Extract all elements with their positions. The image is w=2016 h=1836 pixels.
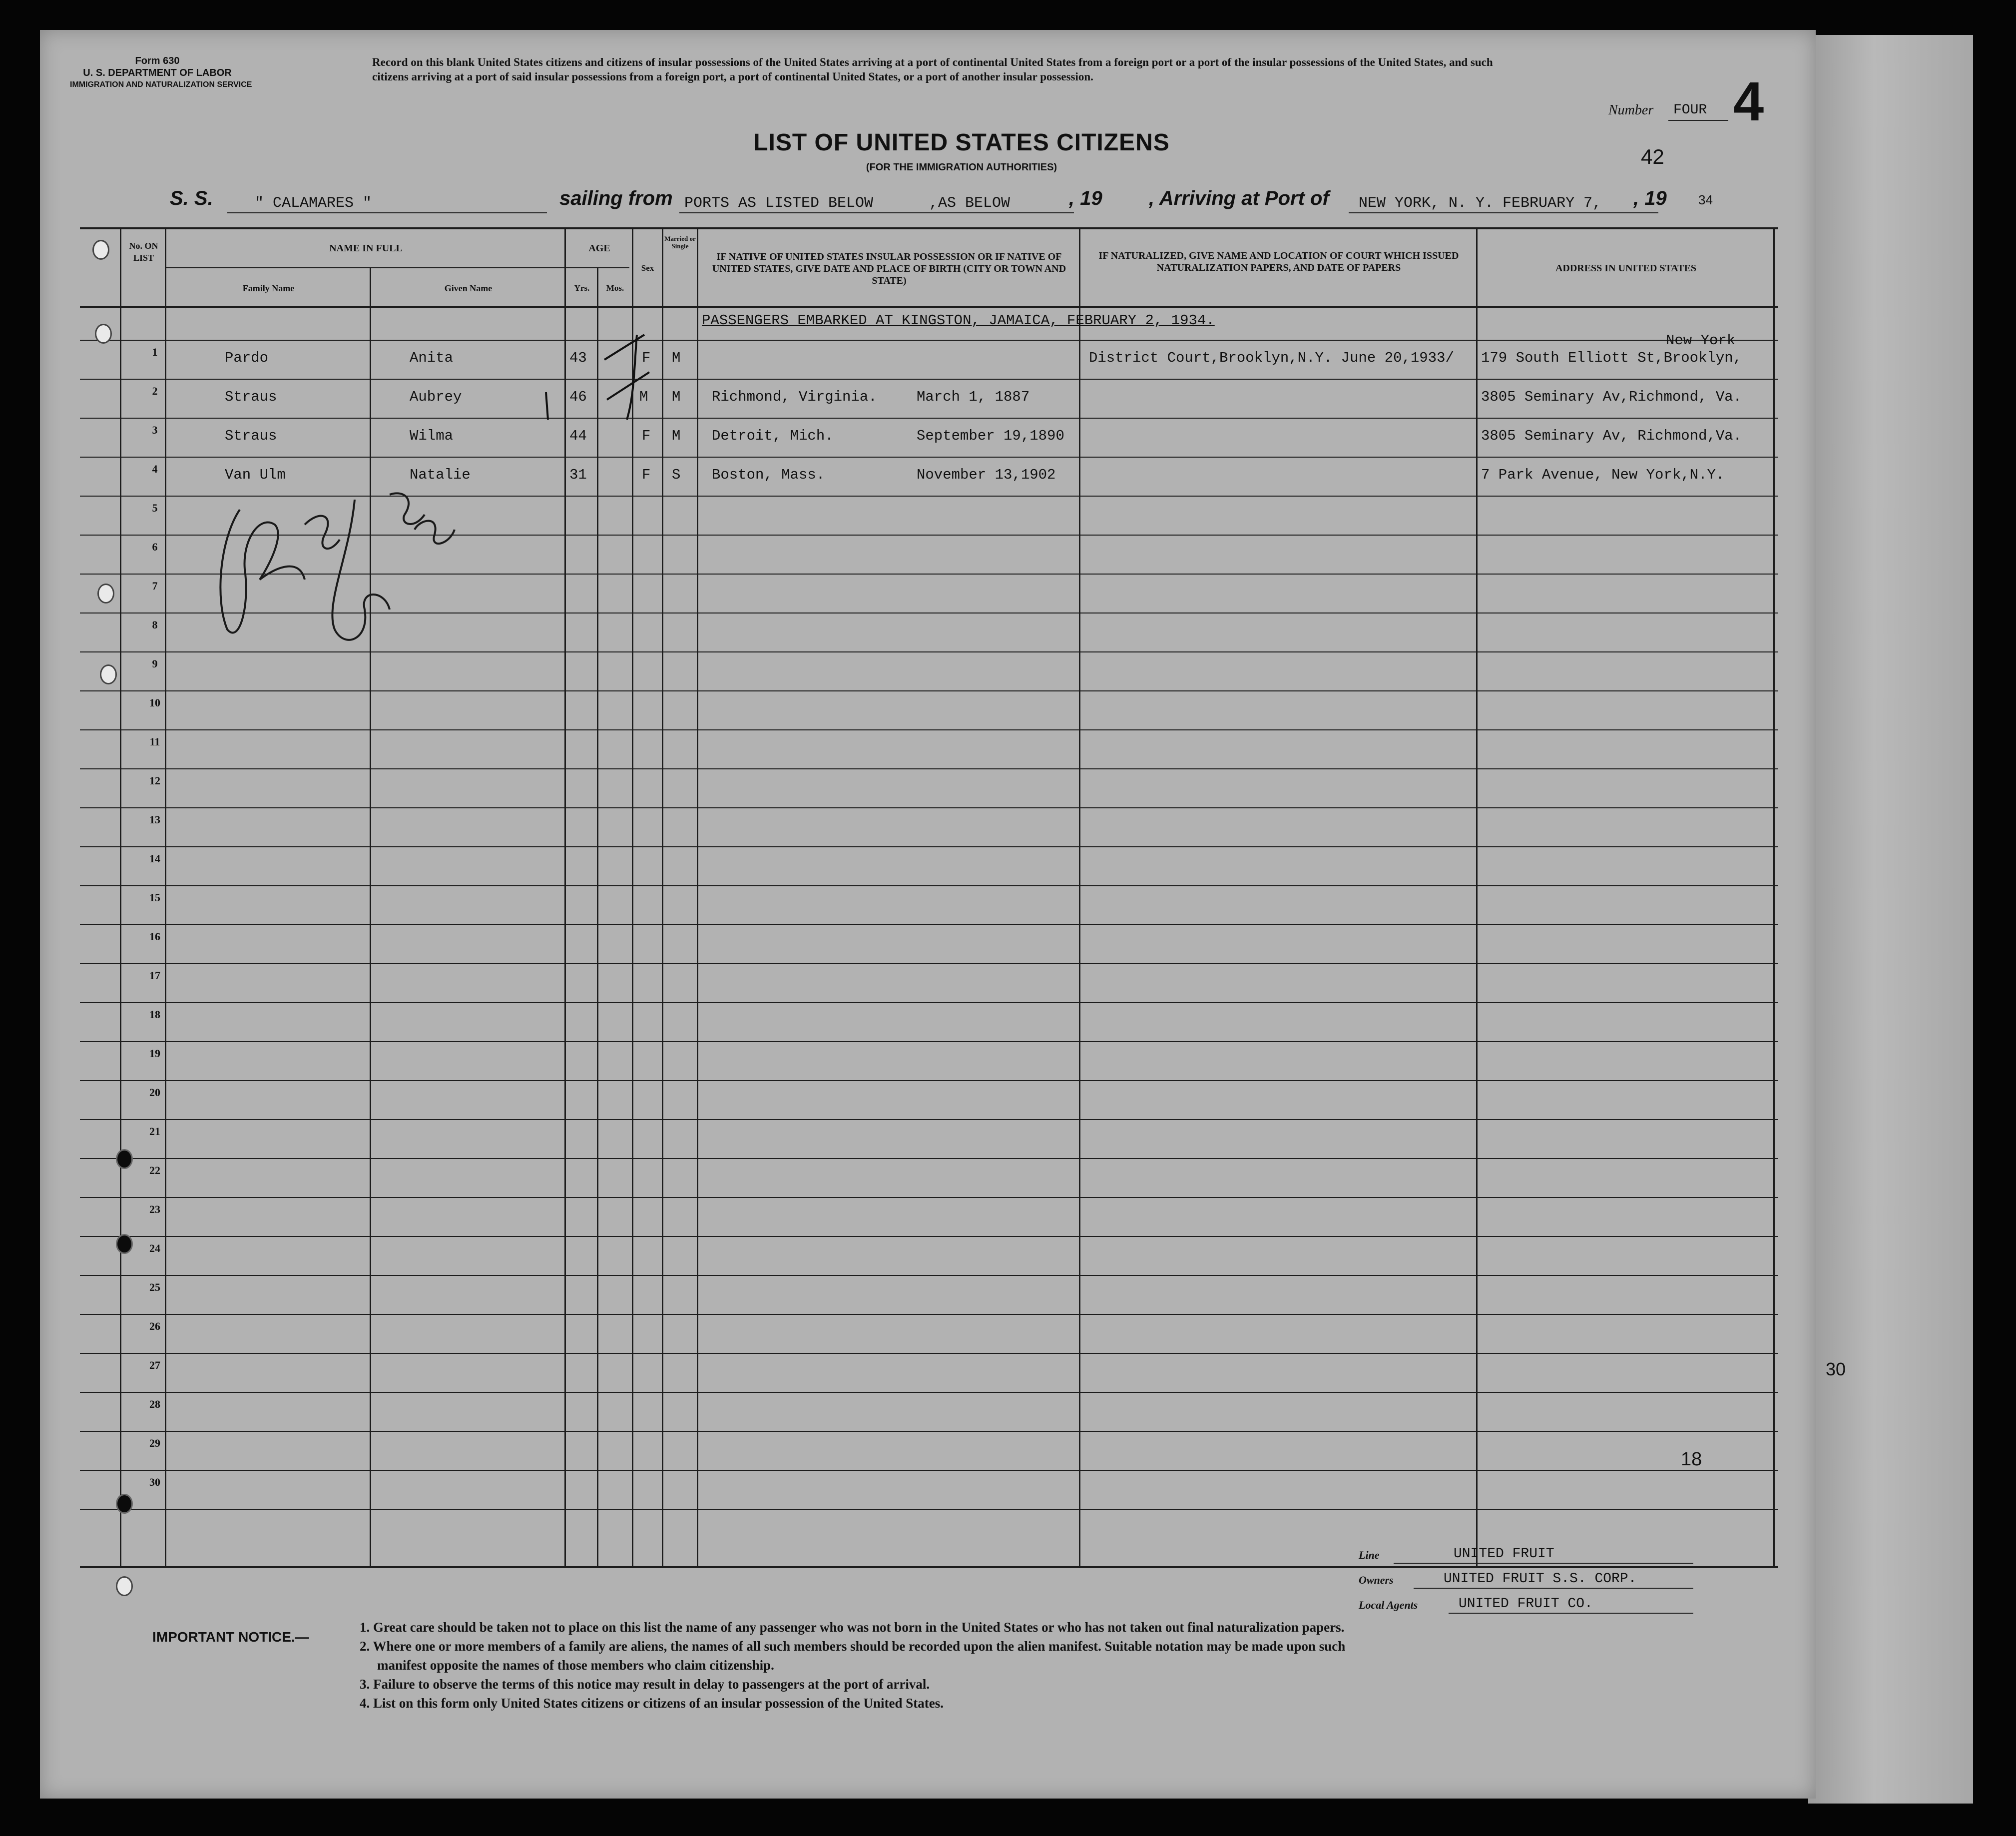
header-years: Yrs. [574,283,590,293]
arrival-port: NEW YORK, N. Y. FEBRUARY 7, [1359,195,1602,212]
row-line [80,1041,1778,1042]
row-line [80,1197,1778,1198]
ship-name: " CALAMARES " [255,195,372,212]
row-line [80,418,1778,419]
row-number: 13 [149,813,160,826]
manifest-sheet [40,30,1816,1799]
row-line [80,885,1778,886]
notice-heading: IMPORTANT NOTICE.— [152,1629,309,1645]
passenger-birthplace: Detroit, Mich. [712,428,834,444]
passenger-sex: F [642,350,651,366]
passenger-sex: M [639,389,648,405]
row-line [80,1080,1778,1081]
service: IMMIGRATION AND NATURALIZATION SERVICE [70,80,252,89]
notice-item: 1. Great care should be taken not to place on this list the name of any passenger who was not born in the United States or who has not taken out final naturalization papers. [360,1620,1345,1635]
underlying-sheet [1808,35,1973,1804]
passenger-birthplace: Boston, Mass. [712,467,825,483]
row-number: 26 [149,1320,160,1332]
passenger-given-name: Natalie [410,467,471,483]
notice-item: 2. Where one or more members of a family are aliens, the names of all such members should be recorded upon the alien manifest. Suitable notation may be made upon such [360,1639,1346,1654]
header-married-single: Married or Single [664,235,696,250]
header-native-birth: IF NATIVE OF UNITED STATES INSULAR POSSESSION OR IF NATIVE OF UNITED STATES, GIVE DATE AND PLACE OF BIRTH (CITY OR TOWN AND STATE) [712,251,1066,286]
margin-stamp: 18 [1681,1449,1702,1470]
row-line [80,846,1778,847]
header-sex: Sex [641,263,654,273]
row-line [80,1431,1778,1432]
row-line [80,1002,1778,1003]
header-given-name: Given Name [444,283,493,293]
col-divider [597,267,598,1566]
ss-label: S. S. [170,187,213,209]
sailing-date: ,AS BELOW [929,195,1010,212]
sailing-underline [679,212,1074,213]
row-number: 7 [152,580,158,592]
passenger-birthplace: Richmond, Virginia. [712,389,877,405]
passenger-family-name: Straus [225,428,277,444]
page-stamp: 42 [1641,145,1664,168]
passenger-family-name: Pardo [225,350,269,366]
ship-underline [227,212,547,213]
row-number: 24 [149,1242,160,1254]
line-underline [1394,1563,1693,1564]
passenger-sex: F [642,428,651,444]
passenger-naturalization: District Court,Brooklyn,N.Y. June 20,1933/ [1089,350,1454,366]
passenger-birthdate: November 13,1902 [917,467,1056,483]
header-address: ADDRESS IN UNITED STATES [1555,263,1697,274]
row-number: 27 [149,1359,160,1371]
row-line [80,340,1778,341]
col-divider [1476,227,1478,1566]
header-age: AGE [588,243,610,254]
row-line [80,807,1778,808]
page-title: LIST OF UNITED STATES CITIZENS [753,129,1170,156]
table-bottom-border [80,1566,1778,1568]
col-divider [697,227,698,1566]
header-naturalized: IF NATURALIZED, GIVE NAME AND LOCATION OF COURT WHICH ISSUED NATURALIZATION PAPERS, AND DATE OF PAPERS [1098,250,1459,273]
passenger-age: 43 [569,350,587,366]
notice-item: 4. List on this form only United States citizens or citizens of an insular possession of the United States. [360,1696,944,1711]
passenger-age: 46 [569,389,587,405]
row-line [80,690,1778,691]
row-number: 8 [152,618,158,631]
passenger-given-name: Aubrey [410,389,462,405]
notice-item: manifest opposite the names of those members who claim citizenship. [377,1658,774,1673]
owners-value: UNITED FRUIT S.S. CORP. [1444,1571,1637,1587]
tick-mark [542,390,552,425]
col-divider [1079,227,1080,1566]
punch-hole [116,1576,133,1596]
punch-hole [95,324,112,344]
passenger-family-name: Van Ulm [225,467,286,483]
row-line [80,1392,1778,1393]
row-number: 19 [149,1047,160,1060]
passenger-marital-status: S [672,467,681,483]
row-number: 5 [152,502,158,514]
passenger-address: 7 Park Avenue, New York,N.Y. [1481,467,1725,483]
embarkation-note: PASSENGERS EMBARKED AT KINGSTON, JAMAICA, FEBRUARY 2, 1934. [702,312,1215,329]
row-line [80,457,1778,458]
row-number: 17 [149,969,160,982]
passenger-family-name: Straus [225,389,277,405]
col-divider [120,227,121,1566]
row-number: 6 [152,541,158,553]
row-line [80,379,1778,380]
passenger-marital-status: M [672,350,681,366]
row-line [80,1509,1778,1510]
row-number: 3 [152,424,158,436]
line-label: Line [1359,1549,1380,1561]
inspector-signature [205,480,485,659]
row-line [80,1158,1778,1159]
row-number: 12 [149,774,160,787]
row-number: 16 [149,930,160,943]
passenger-given-name: Anita [410,350,454,366]
name-subhead-line [165,267,564,268]
passenger-sex: F [642,467,651,483]
col-divider [370,267,371,1566]
number-underline [1668,120,1728,121]
passenger-address: 3805 Seminary Av, Richmond,Va. [1481,428,1742,444]
passenger-address: 3805 Seminary Av,Richmond, Va. [1481,389,1742,405]
form-number: Form 630 [135,55,180,66]
row-number: 20 [149,1086,160,1099]
arrival-year-prefix: , 19 [1633,187,1667,209]
row-line [80,1275,1778,1276]
row-line [80,729,1778,730]
punch-hole [116,1234,133,1254]
agents-underline [1449,1613,1693,1614]
punch-hole [116,1494,133,1514]
number-value: FOUR [1673,102,1707,118]
notice-item: 3. Failure to observe the terms of this notice may result in delay to passengers at the port of arrival. [360,1677,930,1692]
arrival-year: 34 [1698,192,1713,207]
header-family-name: Family Name [242,283,295,293]
row-number: 11 [149,735,160,748]
punch-hole [92,240,109,260]
row-line [80,1236,1778,1237]
passenger-address: 179 South Elliott St,Brooklyn, [1481,350,1742,366]
row-number: 29 [149,1437,160,1449]
agents-label: Local Agents [1359,1599,1418,1611]
row-number: 14 [149,852,160,865]
passenger-age: 31 [569,467,587,483]
number-label: Number [1608,102,1654,118]
passenger-age: 44 [569,428,587,444]
row-number: 25 [149,1281,160,1293]
table-top-border [80,227,1778,229]
line-value: UNITED FRUIT [1454,1546,1554,1562]
row-line [80,1314,1778,1315]
passenger-birthdate: September 19,1890 [917,428,1064,444]
agents-value: UNITED FRUIT CO. [1459,1596,1593,1612]
row-line [80,768,1778,769]
col-divider [564,227,566,1566]
row-number: 22 [149,1164,160,1177]
passenger-given-name: Wilma [410,428,454,444]
department: U. S. DEPARTMENT OF LABOR [83,67,232,78]
col-divider [1773,227,1775,1566]
passenger-marital-status: M [672,389,681,405]
row-number: 9 [152,657,158,670]
passenger-address-line2: New York [1666,332,1736,349]
page-subtitle: (FOR THE IMMIGRATION AUTHORITIES) [866,162,1057,173]
punch-hole [100,664,117,684]
row-number: 15 [149,891,160,904]
row-line [80,963,1778,964]
row-line [80,1353,1778,1354]
check-marks [599,325,669,450]
passenger-birthdate: March 1, 1887 [917,389,1030,405]
header-name-in-full: NAME IN FULL [329,243,403,254]
row-line [80,1470,1778,1471]
row-number: 18 [149,1008,160,1021]
passenger-marital-status: M [672,428,681,444]
header-bottom-border [80,306,1778,308]
punch-hole [97,584,114,604]
header-months: Mos. [606,283,624,293]
sailing-label: sailing from [559,187,673,209]
row-line [80,924,1778,925]
row-number: 2 [152,385,158,397]
row-number: 10 [149,696,160,709]
port-underline [1349,212,1658,213]
header-no-on-list: No. ON LIST [129,241,158,263]
row-number: 1 [152,346,158,358]
record-instructions: Record on this blank United States citizens and citizens of insular possessions of the United States arriving at a port of continental United States from a foreign port or a port of the insular possessions of the United States, and such citizens arriving at a port of said insular possessions from a foreign port, a port of continental United States, or a port of another insular possession. [372,56,1493,83]
punch-hole [116,1149,133,1169]
row-number: 23 [149,1203,160,1216]
handwritten-number: 4 [1733,71,1764,132]
year-prefix: , 19 [1069,187,1102,209]
row-number: 4 [152,463,158,475]
form-identifier [70,55,252,91]
margin-note: 30 [1826,1359,1846,1379]
row-line [80,1119,1778,1120]
sailing-from: PORTS AS LISTED BELOW [684,195,874,212]
row-number: 21 [149,1125,160,1138]
row-number: 28 [149,1398,160,1410]
arriving-label: , Arriving at Port of [1149,187,1329,209]
owners-underline [1414,1588,1693,1589]
row-number: 30 [149,1476,160,1488]
owners-label: Owners [1359,1574,1394,1586]
